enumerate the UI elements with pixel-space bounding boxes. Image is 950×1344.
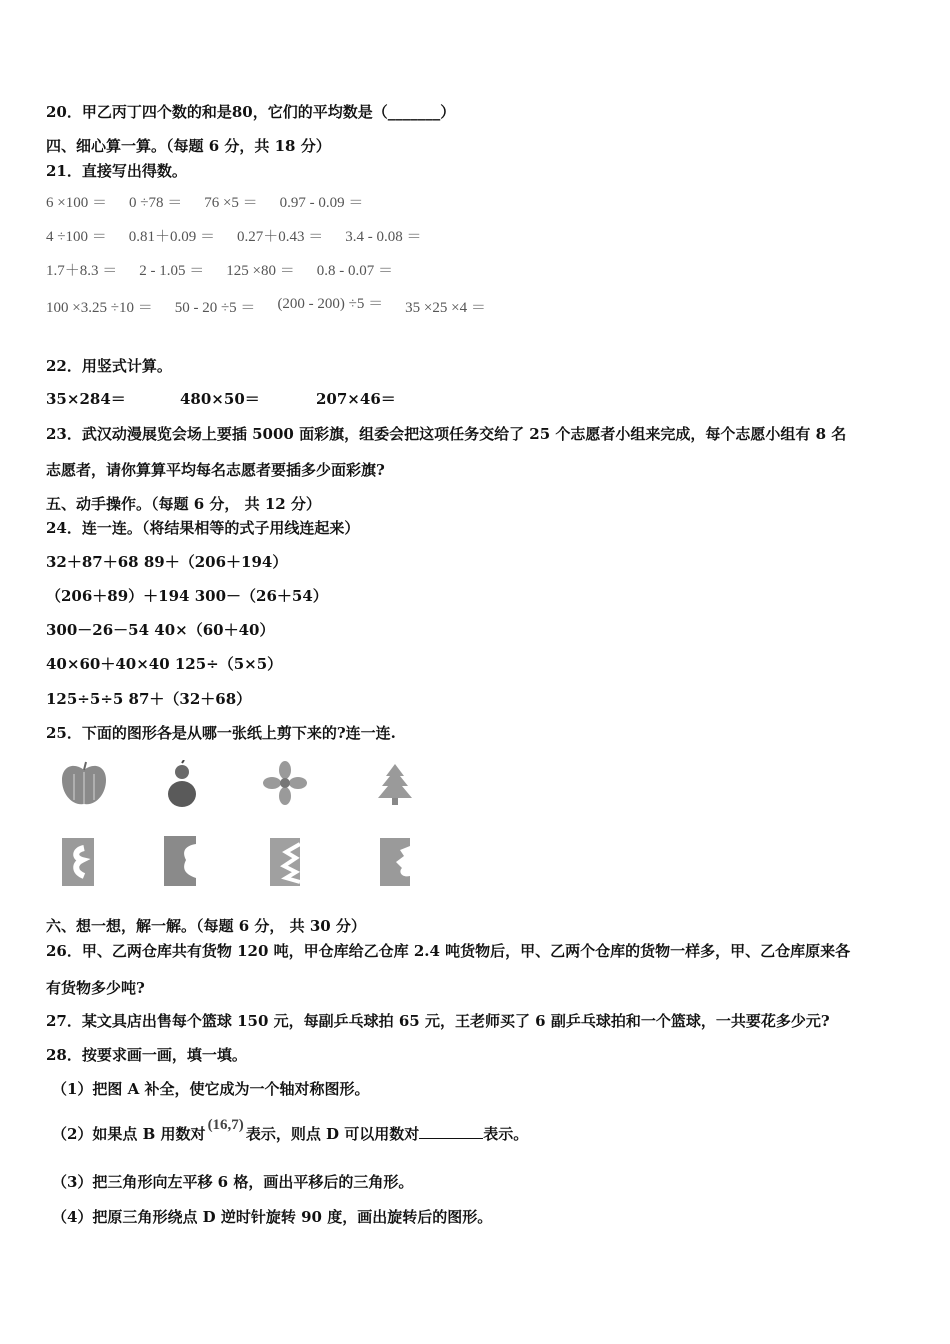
q28-part-2-middle: 表示，则点 D 可以用数对: [245, 1125, 420, 1143]
q28-part-2: [52, 1117, 529, 1145]
question-26-line-1: 26．甲、乙两仓库共有货物 120 吨，甲仓库给乙仓库 2.4 吨货物后，甲、乙两个仓库的货物一样多，甲、乙仓库原来各: [46, 942, 851, 960]
calc-item: 100 ×3.25 ÷10 ＝: [46, 300, 153, 316]
q28-part-4: （4）把原三角形绕点 D 逆时针旋转 90 度，画出旋转后的图形。: [52, 1208, 493, 1226]
calc-item: 0.8 - 0.07 ＝: [316, 263, 393, 279]
calc-item: 0.81＋0.09 ＝: [128, 229, 215, 245]
section-4-heading: 四、细心算一算。（每题 6 分，共 18 分）: [46, 137, 331, 155]
paper-piece-1-icon: [60, 836, 96, 888]
q24-row-5: 125÷5÷5 87＋（32＋68）: [46, 690, 252, 708]
q24-row-3: 300－26－54 40×（60＋40）: [46, 621, 275, 639]
coordinate-pair: (16,7): [207, 1117, 244, 1133]
question-20: 20．甲乙丙丁四个数的和是80，它们的平均数是（_______）: [46, 103, 456, 121]
calc-item: 2 - 1.05 ＝: [139, 263, 205, 279]
calc-item: 50 - 20 ÷5 ＝: [174, 300, 256, 316]
q24-row-2: （206＋89）＋194 300－（26＋54）: [46, 587, 328, 605]
apple-shape-icon: [56, 760, 112, 810]
question-22: 22．用竖式计算。: [46, 357, 172, 375]
q22-item-3: 207×46＝: [316, 390, 396, 408]
q28-part-1: （1）把图 A 补全，使它成为一个轴对称图形。: [52, 1080, 370, 1098]
calc-row-1: [46, 193, 363, 213]
question-23-line-1: 23．武汉动漫展览会场上要插 5000 面彩旗，组委会把这项任务交给了 25 个志愿者小组来完成，每个志愿小组有 8 名: [46, 425, 847, 443]
question-28: 28．按要求画一画，填一填。: [46, 1046, 247, 1064]
calc-item: 76 ×5 ＝: [204, 195, 258, 211]
question-24: 24．连一连。（将结果相等的式子用线连起来）: [46, 519, 360, 537]
question-23-line-2: 志愿者，请你算算平均每名志愿者要插多少面彩旗?: [46, 461, 385, 479]
calc-item: 3.4 - 0.08 ＝: [345, 229, 422, 245]
paper-piece-2-icon: [162, 834, 198, 888]
calc-item: 6 ×100 ＝: [46, 195, 107, 211]
calc-item: 35 ×25 ×4 ＝: [405, 300, 486, 316]
q28-part-2-suffix: 表示。: [483, 1125, 529, 1143]
calc-item: 0.27＋0.43 ＝: [237, 229, 324, 245]
answer-blank[interactable]: [419, 1124, 483, 1139]
calc-row-4: [46, 298, 486, 318]
q22-item-2: 480×50＝: [180, 390, 260, 408]
q22-item-1: 35×284＝: [46, 390, 126, 408]
question-25: 25．下面的图形各是从哪一张纸上剪下来的?连一连.: [46, 724, 396, 742]
q24-row-1: 32＋87＋68 89＋（206＋194）: [46, 553, 288, 571]
paper-piece-4-icon: [378, 836, 412, 888]
section-5-heading: 五、动手操作。（每题 6 分， 共 12 分）: [46, 495, 321, 513]
calc-item: 0.97 - 0.09 ＝: [279, 195, 364, 211]
calc-row-2: [46, 227, 422, 247]
question-21: 21．直接写出得数。: [46, 162, 187, 180]
q28-part-2-prefix: （2）如果点 B 用数对: [52, 1125, 206, 1143]
calc-item: 1.7＋8.3 ＝: [46, 263, 118, 279]
paper-piece-3-icon: [268, 836, 302, 888]
calc-item: (200 - 200) ÷5 ＝: [277, 296, 384, 312]
question-26-line-2: 有货物多少吨?: [46, 979, 145, 997]
calc-item: 4 ÷100 ＝: [46, 229, 107, 245]
calc-item: 125 ×80 ＝: [226, 263, 295, 279]
q28-part-3: （3）把三角形向左平移 6 格，画出平移后的三角形。: [52, 1173, 414, 1191]
flower-shape-icon: [262, 760, 308, 806]
calc-row-3: [46, 261, 393, 281]
section-6-heading: 六、想一想，解一解。（每题 6 分， 共 30 分）: [46, 917, 366, 935]
q24-row-4: 40×60＋40×40 125÷（5×5）: [46, 655, 283, 673]
calc-item: 0 ÷78 ＝: [128, 195, 183, 211]
tree-shape-icon: [374, 762, 416, 806]
question-27: 27．某文具店出售每个篮球 150 元，每副乒乓球拍 65 元，王老师买了 6 副乒乓球拍和一个篮球，一共要花多少元?: [46, 1012, 830, 1030]
gourd-shape-icon: [162, 760, 202, 810]
